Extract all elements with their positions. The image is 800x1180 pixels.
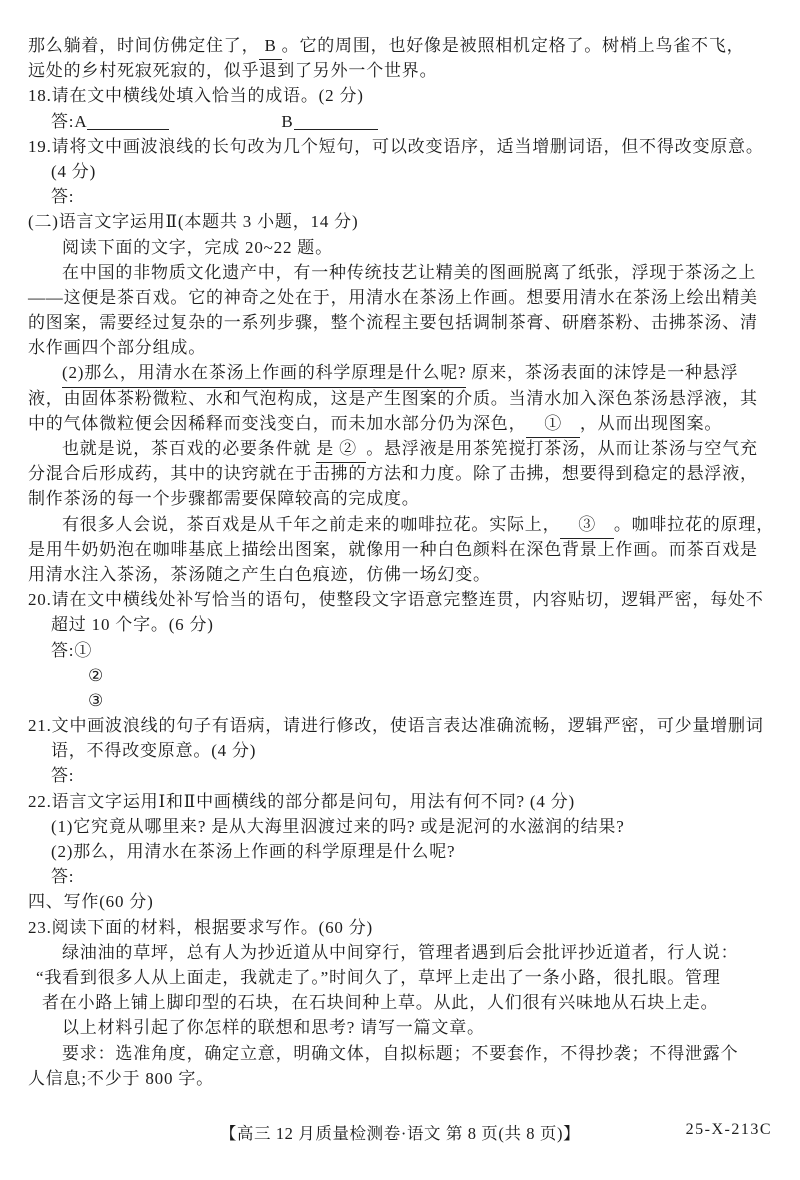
text-segment: 用清水注入茶汤，茶汤随之产生白色痕迹，仿佛一场幻变。 [28, 564, 491, 584]
text-line [28, 134, 770, 159]
text-segment: (4 分) [51, 161, 97, 181]
text-line [28, 83, 770, 108]
text-line [28, 436, 770, 461]
text-line [28, 260, 770, 285]
text-segment: 人信息;不少于 800 字。 [28, 1068, 214, 1088]
text-segment: 语，不得改变原意。(4 分) [51, 741, 257, 761]
text-segment: 是用牛奶奶泡在咖啡基底上描绘出图案，就像用一种白色颜料在深色背景上作画。而茶百戏是 [28, 539, 758, 559]
text-line [28, 1066, 770, 1091]
text-segment: 答:A [51, 111, 88, 131]
spacer [169, 126, 281, 127]
text-segment: 答:① [51, 640, 93, 660]
text-segment: 超过 10 个字。(6 分) [51, 615, 214, 635]
text-line [28, 109, 770, 134]
text-segment: 22.语言文字运用Ⅰ和Ⅱ中画横线的部分都是问句，用法有何不同? (4 分) [28, 791, 575, 811]
text-segment: 绿油油的草坪，总有人为抄近道从中间穿行，管理者遇到后会批评抄近道者，行人说： [62, 942, 739, 962]
text-segment: 。它的周围，也好像是被照相机定格了。树梢上鸟雀不飞， [281, 36, 745, 55]
text-line [28, 915, 770, 940]
text-segment: 那么躺着，时间仿佛定住了， [28, 36, 260, 55]
text-segment: 。咖啡拉花的原理， [613, 514, 775, 534]
text-segment: 答: [51, 867, 75, 887]
text-line [28, 285, 770, 310]
underlined-text: 是 ② [316, 436, 366, 463]
text-segment: 21.文中画波浪线的句子有语病，请进行修改，使语言表达准确流畅，逻辑严密，可少量增删词 [28, 716, 764, 736]
text-line [28, 562, 770, 587]
text-segment: 水作画四个部分组成。 [28, 338, 206, 358]
text-segment: 的图案，需要经过复杂的一系列步骤，整个流程主要包括调制茶膏、研磨茶粉、击拂茶汤、清 [28, 313, 758, 333]
text-line [28, 184, 770, 209]
text-segment: ② [88, 665, 105, 685]
text-segment: (1)它究竟从哪里来? 是从大海里泅渡过来的吗? 或是泥河的水滋润的结果? [51, 816, 625, 836]
answer-blank [87, 125, 169, 130]
text-line [28, 940, 770, 965]
text-segment: (2)那么，用清水在茶汤上作画的科学原理是什么呢? [51, 842, 456, 861]
text-segment: 要求：选准角度，确定立意，明确文体，自拟标题；不要套作，不得抄袭；不得泄露个 [62, 1043, 739, 1063]
text-line [28, 1015, 770, 1040]
document-lines [28, 33, 775, 1091]
text-line [28, 486, 770, 511]
text-line [28, 360, 770, 385]
page-footer [0, 1120, 800, 1144]
text-segment: 以上材料引起了你怎样的联想和思考? 请写一篇文章。 [62, 1018, 485, 1038]
text-line [28, 688, 770, 713]
text-segment: 23.阅读下面的材料，根据要求写作。(60 分) [28, 917, 374, 937]
text-segment: B [281, 111, 294, 131]
underlined-text: ③ [560, 512, 613, 539]
text-line [28, 310, 770, 335]
text-segment: 答: [51, 187, 75, 207]
text-segment: ③ [88, 690, 105, 710]
text-segment: 原来，茶汤表面的沫饽是一种悬浮 [466, 363, 739, 383]
text-line [28, 587, 770, 612]
text-line [28, 738, 770, 763]
text-segment: 制作茶汤的每一个步骤都需要保障较高的完成度。 [28, 489, 420, 509]
text-line [28, 814, 770, 839]
text-line [28, 58, 770, 83]
text-line [28, 789, 770, 814]
text-segment: 四、写作(60 分) [28, 892, 154, 912]
text-line [28, 411, 770, 436]
text-segment: “我看到很多人从上面走，我就走了。”时间久了，草坪上走出了一条小路，很扎眼。管理 [36, 967, 721, 987]
text-line [28, 335, 770, 360]
text-line [28, 889, 770, 914]
text-segment: 中的气体微粒便会因稀释而变浅变白，而未加水部分仍为深色， [28, 413, 527, 433]
text-line [28, 512, 775, 537]
text-segment: 20.请在文中横线处补写恰当的语句，使整段文字语意完整连贯，内容贴切，逻辑严密，每处不 [28, 590, 764, 610]
underlined-text: ① [526, 411, 579, 438]
text-line [28, 159, 770, 184]
text-line [28, 235, 770, 260]
text-segment: ，从而出现图案。 [579, 413, 723, 433]
text-line [28, 663, 770, 688]
text-segment: 者在小路上铺上脚印型的石块，在石块间种上草。从此，人们很有兴味地从石块上走。 [42, 993, 719, 1013]
text-segment: 答: [51, 766, 75, 786]
text-segment: 分混合后形成药，其中的诀窍就在于击拂的方法和力度。除了击拂，想要得到稳定的悬浮液， [28, 464, 758, 484]
footer-title: 【高三 12 月质量检测卷·语文 第 8 页(共 8 页)】 [219, 1124, 581, 1143]
text-line [28, 839, 770, 864]
underlined-text: (2)那么，用清水在茶汤上作画的科学原理是什么呢? [62, 360, 466, 387]
text-segment: (二)语言文字运用Ⅱ(本题共 3 小题，14 分) [28, 212, 359, 232]
answer-blank [294, 125, 378, 130]
text-segment: 阅读下面的文字，完成 20~22 题。 [62, 237, 333, 257]
text-segment: ——这便是茶百戏。它的神奇之处在于，用清水在茶汤上作画。想要用清水在茶汤上绘出精美 [28, 287, 758, 307]
text-line [28, 864, 770, 889]
text-line [28, 386, 770, 411]
text-line [28, 965, 770, 990]
text-line [28, 1041, 770, 1066]
text-line [28, 33, 770, 58]
text-segment: 18.请在文中横线处填入恰当的成语。(2 分) [28, 86, 364, 106]
underlined-text: B [259, 33, 281, 60]
text-line [28, 763, 770, 788]
text-segment: 在中国的非物质文化遗产中，有一种传统技艺让精美的图画脱离了纸张，浮现于茶汤之上 [62, 262, 757, 282]
text-segment: 也就是说，茶百戏的必要条件就 [62, 439, 317, 458]
text-segment: 。悬浮液是用茶筅搅打茶汤，从而让茶汤与空气充 [366, 439, 758, 458]
text-line [28, 990, 770, 1015]
text-line [28, 537, 770, 562]
text-segment: 有很多人会说，茶百戏是从千年之前走来的咖啡拉花。实际上， [62, 514, 561, 534]
paper-code: 25-X-213C [685, 1121, 772, 1138]
text-segment: 远处的乡村死寂死寂的，似乎退到了另外一个世界。 [28, 61, 438, 81]
text-segment: 液，由固体茶粉微粒、水和气泡构成，这是产生图案的介质。当清水加入深色茶汤悬浮液，其 [28, 388, 758, 408]
text-line [28, 461, 770, 486]
text-line [28, 713, 770, 738]
text-line [28, 638, 770, 663]
text-line [28, 209, 770, 234]
text-segment: 19.请将文中画波浪线的长句改为几个短句，可以改变语序，适当增删词语，但不得改变原意。 [28, 136, 764, 156]
text-line [28, 612, 770, 637]
